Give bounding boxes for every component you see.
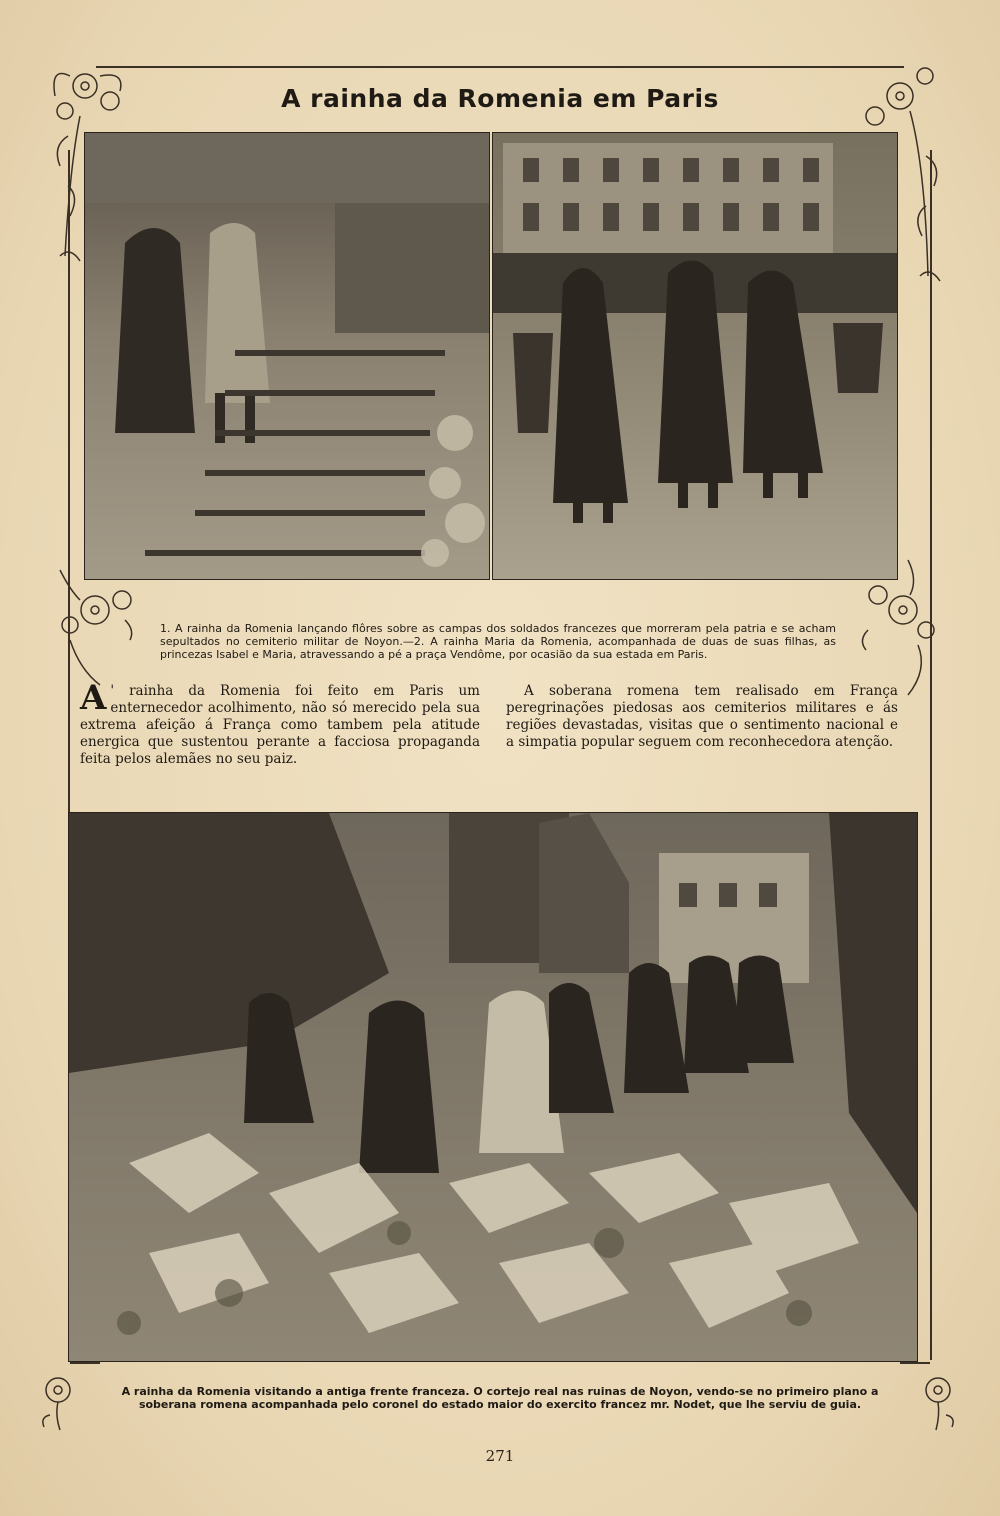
article-column-2: A soberana romena tem realisado em França peregrinações piedosas aos cemiterios militares e ás regiões devastadas, visitas que o sentimento nacional e a simpatia popular seguem com reconhecedora atenção. [506, 683, 898, 750]
caption-top-photos: 1. A rainha da Romenia lançando flôres sobre as campas dos soldados francezes que morreram pela patria e se acham sepultados no cemiterio militar de Noyon.—2. A rainha Maria da Romenia, acompanhada de duas de suas filhas, as princezas Isabel e Maria, atravessando a pé a praça Vendôme, por ocasião da sua estada em Paris. [160, 622, 836, 661]
photo-place-vendome [492, 132, 898, 580]
drop-cap: A [80, 678, 107, 718]
article-column-1 [80, 678, 480, 768]
caption-bottom-photo: A rainha da Romenia visitando a antiga frente franceza. O cortejo real nas ruinas de Noyon, vendo-se no primeiro plano a soberana romena acompanhada pelo coronel do estado maior do exercito francez mr. Nodet, que lhe serviu de guia. [121, 1385, 879, 1411]
page-title: A rainha da Romenia em Paris [281, 84, 719, 113]
frame-top-rule [96, 66, 904, 68]
floral-ornament-icon-bottom-right [910, 1365, 970, 1435]
frame-right-rule [930, 150, 932, 1360]
frame-bottom-left-rule [70, 1362, 100, 1364]
article-column-1-text: ' rainha da Romenia foi feito em Paris um enternecedor acolhimento, não só merecido pela sua extrema afeição á França como tambem pela atitude energica que sustentou perante a facciosa propaganda feita pelos alemães no seu paiz. [80, 683, 480, 767]
photo-cemetery-noyon [84, 132, 490, 580]
floral-ornament-icon-bottom-left [30, 1365, 90, 1435]
frame-bottom-right-rule [900, 1362, 930, 1364]
page-number: 271 [485, 1447, 515, 1465]
photo-ruins-noyon [68, 812, 918, 1362]
